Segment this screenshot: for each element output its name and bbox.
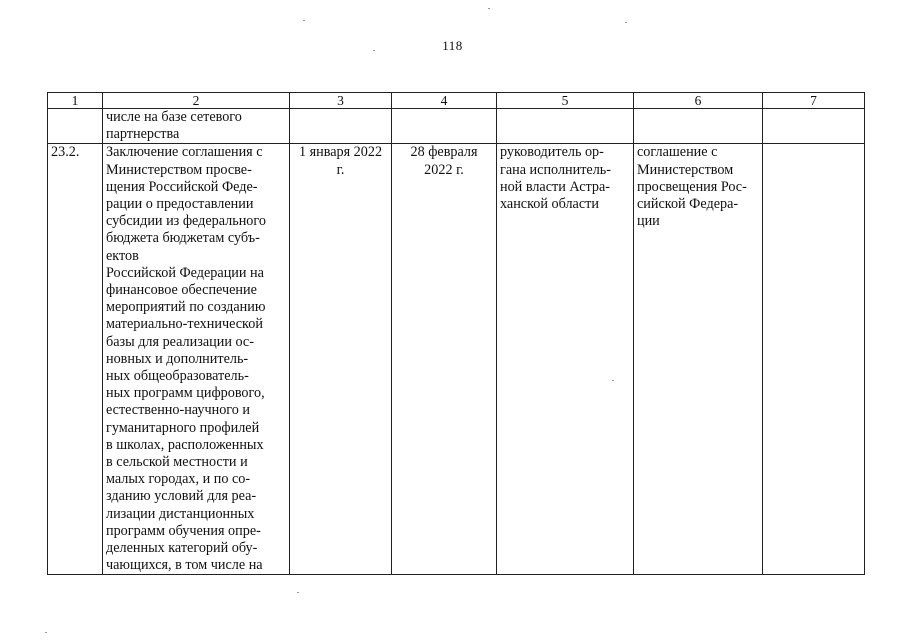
- table-row: [48, 144, 865, 575]
- cell-result: соглашение с Министерством просвещения Рос- сийской Федера- ции: [634, 144, 763, 575]
- cell-col7: [763, 144, 865, 575]
- cell-responsible: [497, 109, 634, 144]
- column-header-2: 2: [103, 93, 290, 109]
- table-row: [48, 109, 865, 144]
- cell-result: [634, 109, 763, 144]
- scan-speck: [45, 632, 47, 633]
- scan-speck: [373, 50, 375, 51]
- cell-item-number: 23.2.: [48, 144, 103, 575]
- column-header-1: 1: [48, 93, 103, 109]
- cell-end-date: 28 февраля 2022 г.: [392, 144, 497, 575]
- cell-start-date: [290, 109, 392, 144]
- page-number: 118: [442, 38, 463, 53]
- column-header-3: 3: [290, 93, 392, 109]
- table-header-row: [48, 93, 865, 109]
- cell-item-number: [48, 109, 103, 144]
- cell-responsible: руководитель ор- гана исполнитель- ной власти Астра- ханской области: [497, 144, 634, 575]
- column-header-4: 4: [392, 93, 497, 109]
- cell-end-date: [392, 109, 497, 144]
- scan-speck: [612, 380, 614, 381]
- plan-table: [47, 92, 865, 575]
- column-header-7: 7: [763, 93, 865, 109]
- cell-activity: числе на базе сетевого партнерства: [103, 109, 290, 144]
- column-header-5: 5: [497, 93, 634, 109]
- cell-start-date: 1 января 2022 г.: [290, 144, 392, 575]
- column-header-6: 6: [634, 93, 763, 109]
- scan-speck: [303, 20, 305, 21]
- scan-speck: [297, 592, 299, 593]
- cell-col7: [763, 109, 865, 144]
- scan-speck: [625, 22, 627, 23]
- cell-activity: Заключение соглашения с Министерством просве- щения Российской Феде- рации о предоставлении субсидии из федерального бюджета бюджетам субъ- ектов Российской Федерации на финансовое обеспечение мероприятий по созданию материально-технической базы для реализации ос- новных и дополнитель- ных общеобразователь- ных программ цифрового, естественно-научного и гуманитарного профилей в школах, расположенных в сельской местности и малых городах, и по со- зданию условий для реа- лизации дистанционных программ обучения опре- деленных категорий обу- чающихся, в том числе на: [103, 144, 290, 575]
- scan-speck: [488, 8, 490, 9]
